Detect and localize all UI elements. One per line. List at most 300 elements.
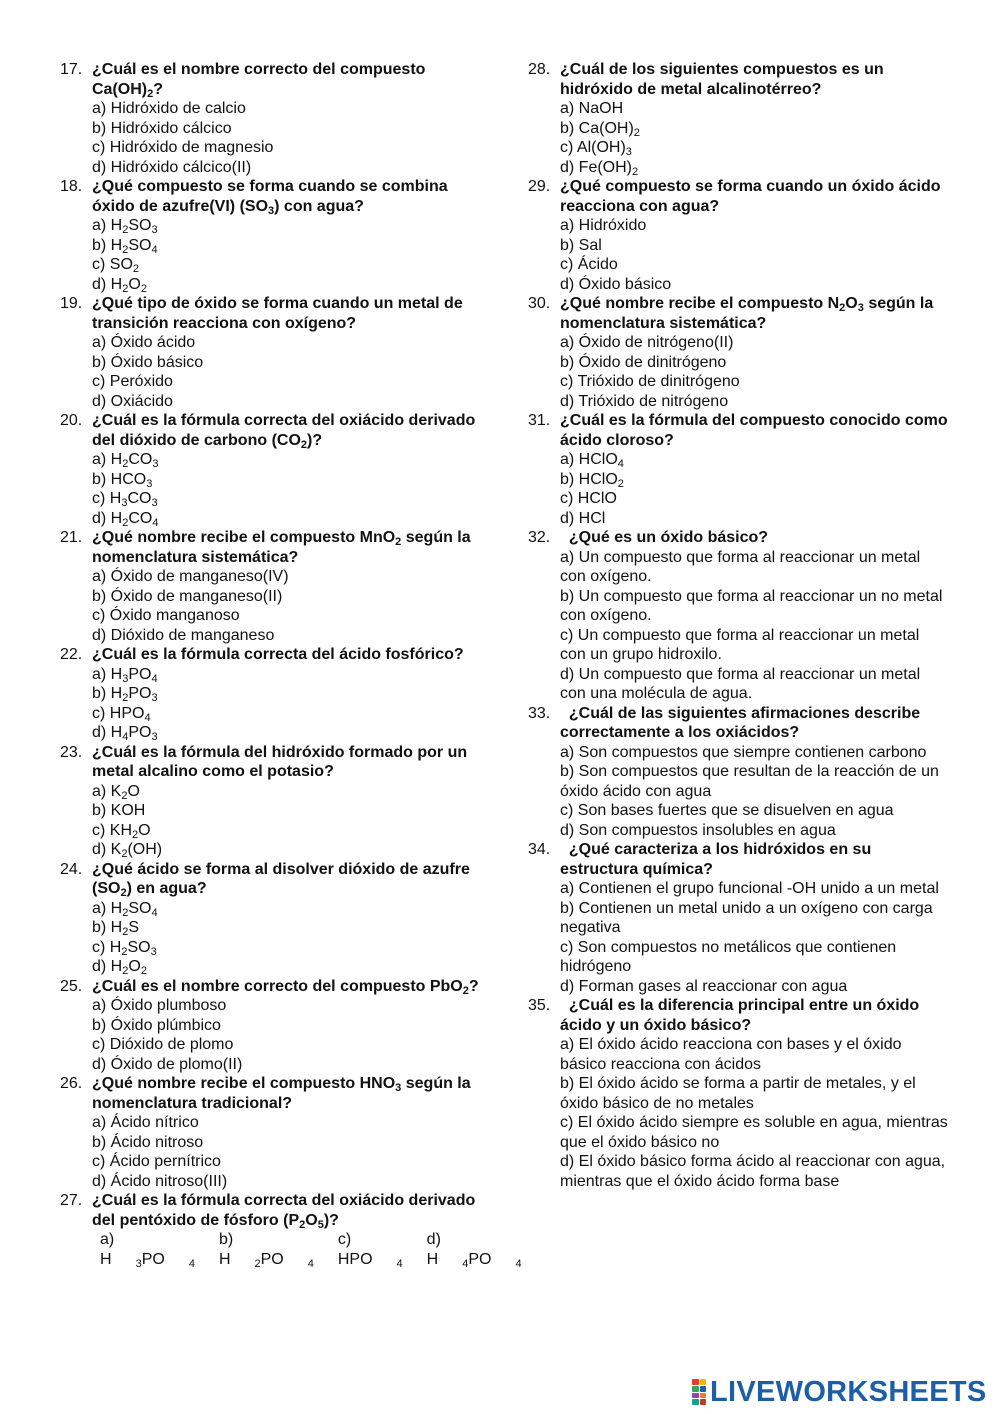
question-number: 28.	[528, 61, 551, 78]
subscript: 2	[120, 887, 127, 899]
text-run: d) Fe(OH)	[560, 158, 632, 176]
text-run: b) HCO	[92, 470, 147, 488]
subscript: 4	[122, 731, 129, 743]
answer-option[interactable]	[92, 684, 480, 704]
text-run: c) HClO	[560, 490, 617, 507]
answer-option[interactable]	[92, 216, 480, 236]
text-run: PO	[468, 1250, 492, 1268]
text-run: d) H	[92, 275, 123, 293]
subscript: 2	[140, 965, 147, 977]
subscript: 2	[122, 243, 129, 256]
answer-option[interactable]	[560, 509, 948, 529]
text-run: c) Un compuesto que forma al reaccionar un metal con un grupo hidroxilo.	[560, 626, 920, 663]
answer-option[interactable]	[560, 372, 948, 392]
text-run: según la nomenclatura tradicional?	[92, 1075, 476, 1112]
text-run: b) Un compuesto que forma al reaccionar un no metal con oxígeno.	[560, 587, 943, 624]
answer-option[interactable]	[560, 275, 948, 295]
text-run: b) Sal	[560, 236, 602, 254]
text-run: ¿Qué caracteriza a los hidróxidos en su estructura química?	[560, 841, 876, 878]
text-run: ¿Cuál de las siguientes afirmaciones describe correctamente a los oxiácidos?	[560, 704, 925, 741]
question-item	[60, 977, 480, 1075]
subscript: 4	[396, 1257, 403, 1270]
text-run: a) H	[92, 217, 123, 234]
text-run: c) H	[92, 938, 122, 956]
subscript: 2	[132, 828, 139, 841]
text-run: c) Son bases fuertes que se disuelven en agua	[560, 802, 894, 819]
subscript: 3	[151, 224, 158, 236]
subscript: 5	[317, 1218, 324, 1231]
logo-square	[700, 1393, 707, 1399]
question-number: 33.	[528, 704, 551, 722]
text-run: a) Óxido de manganeso(IV)	[92, 568, 289, 585]
answer-option[interactable]	[92, 1133, 480, 1153]
question-text	[92, 528, 480, 567]
subscript: 3	[122, 672, 129, 685]
text-run: ¿Cuál es la fórmula correcta del oxiácido derivado del dióxido de carbono (CO	[92, 412, 480, 449]
subscript: 2	[121, 848, 128, 860]
question-number: 22.	[60, 646, 83, 663]
text-run: c) El óxido ácido siempre es soluble en agua, mientras que el óxido básico no	[560, 1114, 948, 1151]
question-text	[560, 411, 953, 450]
answer-option[interactable]	[92, 587, 480, 607]
text-run: ¿Cuál de los siguientes compuestos es un hidróxido de metal alcalinotérreo?	[560, 61, 889, 98]
subscript: 3	[268, 204, 275, 217]
answer-option[interactable]	[92, 392, 480, 412]
question-number: 21.	[60, 529, 83, 546]
text-run: d) Oxiácido	[92, 392, 173, 410]
subscript: 4	[188, 1257, 195, 1270]
text-run: b) El óxido ácido se forma a partir de metales, y el óxido básico de no metales	[560, 1075, 916, 1112]
answer-option[interactable]	[92, 665, 480, 685]
answer-option[interactable]	[560, 977, 948, 997]
answer-option[interactable]	[92, 353, 480, 373]
subscript: 2	[132, 263, 140, 275]
text-run: )?	[323, 1211, 339, 1229]
text-run: a) H	[92, 899, 123, 917]
question-number: 30.	[528, 295, 551, 312]
question-text	[92, 60, 480, 99]
subscript: 4	[515, 1257, 522, 1270]
text-run: ¿Qué nombre recibe el compuesto N	[560, 295, 840, 312]
text-run: ¿Qué ácido se forma al disolver dióxido de azufre (SO	[92, 860, 475, 897]
subscript: 2	[617, 477, 624, 490]
logo-square	[700, 1379, 707, 1385]
text-run: d) Son compuestos insolubles en agua	[560, 821, 836, 839]
subscript: 4	[151, 906, 158, 919]
question-number: 32.	[528, 529, 551, 546]
text-run: b) H	[92, 685, 123, 702]
answer-option[interactable]	[560, 392, 948, 412]
text-run: O	[305, 1211, 318, 1229]
question-number: 31.	[528, 412, 551, 429]
text-run: b) Contienen un metal unido a un oxígeno con carga negativa	[560, 899, 933, 936]
question-item	[60, 860, 480, 977]
question-text	[560, 528, 948, 548]
text-run: ) con agua?	[274, 197, 364, 215]
text-run: PO	[128, 685, 152, 702]
text-run: ¿Qué nombre recibe el compuesto MnO	[92, 529, 396, 546]
question-number: 35.	[528, 997, 551, 1014]
question-item	[60, 294, 480, 411]
answer-option[interactable]	[560, 99, 948, 119]
answer-option[interactable]	[560, 158, 948, 178]
text-run: SO	[128, 236, 152, 254]
answer-option[interactable]	[100, 1230, 195, 1269]
question-number: 24.	[60, 860, 83, 878]
text-run: a) Son compuestos que siempre contienen carbono	[560, 743, 927, 761]
answer-option[interactable]	[92, 723, 480, 743]
answer-option[interactable]	[92, 489, 480, 509]
answer-option[interactable]	[560, 626, 948, 665]
subscript: 2	[395, 536, 402, 548]
answer-option[interactable]	[92, 158, 480, 178]
subscript: 2	[122, 926, 129, 938]
answer-option[interactable]	[560, 255, 948, 275]
question-item	[528, 528, 948, 704]
answer-option[interactable]	[92, 372, 480, 392]
question-item	[60, 60, 480, 177]
answer-option[interactable]	[219, 1230, 314, 1269]
answer-option[interactable]	[427, 1230, 522, 1269]
text-run: b) KOH	[92, 802, 146, 819]
text-run: a) Hidróxido de calcio	[92, 100, 246, 117]
text-run: a) Óxido de nitrógeno(II)	[560, 334, 734, 351]
text-run: )?	[307, 431, 323, 449]
answer-option[interactable]	[560, 879, 948, 899]
answer-option[interactable]	[560, 138, 948, 158]
text-run: a) El óxido ácido reacciona con bases y el óxido básico reacciona con ácidos	[560, 1036, 902, 1073]
text-run: b) Hidróxido cálcico	[92, 119, 232, 137]
answer-option[interactable]	[92, 275, 480, 295]
text-run: c) HPO	[337, 1231, 373, 1268]
text-run: c) Ácido	[560, 256, 618, 273]
question-number: 29.	[528, 178, 551, 195]
question-number: 18.	[60, 178, 83, 195]
question-item	[528, 840, 948, 996]
text-run: ¿Qué compuesto se forma cuando un óxido ácido reacciona con agua?	[560, 178, 945, 215]
text-run: d) K	[92, 841, 122, 858]
question-number: 20.	[60, 412, 83, 429]
answer-option[interactable]	[92, 821, 480, 841]
answer-option[interactable]	[92, 138, 480, 158]
answer-option[interactable]	[560, 899, 948, 938]
answer-option[interactable]	[560, 470, 948, 490]
text-run: d) Hidróxido cálcico(II)	[92, 158, 252, 176]
liveworksheets-logo	[692, 1376, 987, 1408]
answer-option[interactable]	[92, 333, 480, 353]
text-run: b) H	[92, 236, 123, 254]
text-run: b) H	[218, 1231, 234, 1268]
subscript: 2	[147, 87, 154, 100]
text-run: ¿Qué nombre recibe el compuesto HNO	[92, 1075, 396, 1092]
answer-option[interactable]	[560, 1113, 948, 1152]
question-item	[528, 294, 948, 411]
text-run: d) Dióxido de manganeso	[92, 626, 275, 644]
text-run: ¿Cuál es la fórmula correcta del ácido fosfórico?	[92, 646, 464, 663]
answer-option[interactable]	[560, 353, 948, 373]
logo-text: LIVEWORKSHEETS	[710, 1375, 987, 1408]
answer-option[interactable]	[92, 918, 480, 938]
text-run: d) H	[92, 958, 123, 975]
question-item	[60, 743, 480, 860]
text-run: a) K	[92, 782, 122, 800]
question-number: 23.	[60, 743, 83, 761]
subscript: 2	[122, 692, 129, 704]
answer-option[interactable]	[92, 782, 480, 802]
answer-option[interactable]	[560, 450, 948, 470]
answer-option[interactable]	[92, 1016, 480, 1036]
text-run: d) H	[426, 1231, 441, 1268]
text-run: ¿Cuál es la diferencia principal entre un óxido ácido y un óxido básico?	[560, 997, 924, 1034]
text-run: (OH)	[127, 841, 163, 858]
subscript: 3	[151, 692, 158, 704]
text-run: d) Óxido básico	[560, 275, 672, 293]
subscript: 2	[122, 906, 129, 919]
text-run: b) Óxido de dinitrógeno	[560, 353, 727, 371]
text-run: a) Contienen el grupo funcional -OH unido a un metal	[560, 880, 939, 897]
answer-option[interactable]	[560, 1035, 948, 1074]
text-run: SO	[128, 899, 152, 917]
text-run: ¿Cuál es el nombre correcto del compuesto PbO	[92, 977, 463, 995]
text-run: d) Un compuesto que forma al reaccionar un metal con una molécula de agua.	[560, 665, 921, 702]
text-run: S	[128, 919, 140, 936]
text-run: c) Al(OH)	[560, 139, 626, 156]
text-run: a) HClO	[560, 451, 618, 468]
answer-option[interactable]	[92, 470, 480, 490]
subscript: 4	[151, 243, 158, 256]
text-run: SO	[127, 938, 151, 956]
answer-option[interactable]	[92, 801, 480, 821]
answer-option[interactable]	[92, 1055, 480, 1075]
logo-icon	[692, 1379, 706, 1405]
text-run: c) KH	[92, 821, 132, 839]
subscript: 3	[152, 458, 159, 470]
answer-option[interactable]	[92, 626, 480, 646]
subscript: 3	[151, 731, 158, 743]
left-column	[60, 60, 522, 1270]
text-run: c) Dióxido de plomo	[92, 1036, 234, 1053]
subscript: 2	[122, 965, 129, 977]
text-run: b) Óxido básico	[92, 353, 204, 371]
answer-option[interactable]	[92, 840, 480, 860]
text-run: d) Forman gases al reaccionar con agua	[560, 977, 848, 995]
subscript: 3	[151, 497, 158, 509]
question-item	[60, 411, 480, 528]
subscript: 2	[839, 302, 846, 314]
answer-option[interactable]	[92, 957, 480, 977]
answer-option[interactable]	[560, 489, 948, 509]
question-item	[528, 996, 948, 1191]
question-text	[560, 840, 948, 879]
text-run: ) en agua?	[126, 880, 207, 897]
subscript: 2	[122, 458, 129, 470]
text-run: CO	[128, 509, 153, 527]
answer-option[interactable]	[92, 704, 480, 724]
text-run: d) Óxido de plomo(II)	[92, 1055, 243, 1073]
text-run: ?	[468, 977, 479, 995]
text-run: a) Ácido nítrico	[92, 1114, 199, 1131]
question-number: 34.	[528, 841, 551, 858]
answer-option[interactable]	[92, 119, 480, 139]
answer-option[interactable]	[92, 996, 480, 1016]
subscript: 4	[617, 458, 624, 470]
text-run: b) Óxido de manganeso(II)	[92, 587, 283, 605]
question-number: 26.	[60, 1075, 83, 1092]
subscript: 4	[462, 1257, 469, 1270]
question-text	[560, 704, 948, 743]
text-run: PO	[128, 665, 152, 683]
question-item	[528, 177, 948, 294]
text-run: a) H	[92, 451, 123, 468]
question-number: 25.	[60, 977, 83, 995]
question-text	[92, 1074, 480, 1113]
text-run: ¿Cuál es la fórmula correcta del oxiácido derivado del pentóxido de fósforo (P	[92, 1192, 480, 1229]
text-run: según la nomenclatura sistemática?	[560, 295, 938, 332]
answer-option[interactable]	[92, 255, 480, 275]
text-run: ¿Qué tipo de óxido se forma cuando un metal de transición reacciona con oxígeno?	[92, 295, 468, 332]
subscript: 2	[300, 438, 308, 451]
subscript: 4	[144, 711, 151, 724]
subscript: 2	[140, 282, 147, 295]
text-run: d) H	[92, 509, 123, 527]
subscript: 3	[150, 945, 157, 958]
text-run: b) HClO	[560, 470, 618, 488]
text-run: a) Óxido ácido	[92, 334, 196, 351]
subscript: 2	[121, 945, 128, 958]
question-text	[92, 860, 480, 899]
answer-option[interactable]	[92, 899, 480, 919]
answer-option[interactable]	[92, 1113, 480, 1133]
right-column	[528, 60, 953, 1191]
question-item	[528, 60, 948, 177]
answer-option[interactable]	[560, 762, 948, 801]
text-run: PO	[128, 724, 152, 741]
subscript: 2	[122, 516, 129, 529]
answer-option[interactable]	[560, 1074, 948, 1113]
text-run: c) Peróxido	[92, 373, 173, 390]
subscript: 2	[121, 789, 128, 802]
answer-option[interactable]	[560, 333, 948, 353]
text-run: O	[128, 958, 141, 975]
answer-option[interactable]	[560, 938, 948, 977]
answer-option[interactable]	[338, 1230, 403, 1269]
text-run: c) SO	[92, 256, 133, 273]
subscript: 3	[135, 1257, 142, 1270]
logo-square	[692, 1386, 699, 1392]
text-run: b) Óxido plúmbico	[92, 1016, 221, 1034]
answer-option[interactable]	[560, 1152, 948, 1191]
subscript: 3	[395, 1082, 402, 1094]
text-run: PO	[141, 1250, 165, 1268]
answer-option[interactable]	[560, 216, 948, 236]
logo-square	[700, 1399, 707, 1405]
logo-square	[692, 1379, 699, 1385]
answer-option[interactable]	[560, 587, 948, 626]
question-text	[560, 294, 948, 333]
text-run: a) Un compuesto que forma al reaccionar un metal con oxígeno.	[560, 548, 921, 585]
text-run: según la nomenclatura sistemática?	[92, 529, 476, 566]
logo-square	[700, 1386, 707, 1392]
subscript: 2	[254, 1257, 261, 1270]
subscript: 2	[122, 282, 129, 295]
answer-option[interactable]	[92, 938, 480, 958]
answer-option[interactable]	[92, 1172, 480, 1192]
text-run: O	[845, 295, 858, 312]
text-run: a) NaOH	[560, 100, 624, 117]
text-run: b) Son compuestos que resultan de la reacción de un óxido ácido con agua	[560, 763, 939, 800]
answer-option[interactable]	[560, 665, 948, 704]
answer-option[interactable]	[560, 548, 948, 587]
subscript: 2	[462, 984, 469, 997]
text-run: c) Ácido pernítrico	[92, 1153, 221, 1170]
text-run: d) H	[92, 724, 123, 741]
text-run: c) H	[92, 490, 122, 507]
text-run: c) Óxido manganoso	[92, 607, 240, 624]
answer-option[interactable]	[92, 1035, 480, 1055]
text-run: ¿Cuál es el nombre correcto del compuesto Ca(OH)	[92, 61, 430, 98]
subscript: 3	[857, 302, 864, 314]
text-run: c) HPO	[92, 704, 145, 722]
question-item	[60, 1074, 480, 1191]
subscript: 4	[152, 516, 159, 529]
answer-option[interactable]	[92, 509, 480, 529]
question-item	[528, 411, 953, 528]
text-run: O	[138, 821, 151, 839]
text-run: CO	[128, 451, 153, 468]
subscript: 3	[625, 146, 632, 158]
answer-option[interactable]	[92, 1152, 480, 1172]
text-run: ?	[153, 80, 164, 98]
answer-option[interactable]	[92, 236, 480, 256]
answer-option[interactable]	[560, 801, 948, 821]
text-run: O	[128, 275, 141, 293]
question-text	[560, 60, 948, 99]
text-run: c) Trióxido de dinitrógeno	[560, 373, 740, 390]
question-text	[560, 177, 948, 216]
question-text	[92, 977, 480, 997]
answer-option[interactable]	[560, 119, 948, 139]
answer-option[interactable]	[92, 99, 480, 119]
subscript: 4	[151, 672, 158, 685]
question-text	[92, 743, 480, 782]
question-item	[60, 1191, 522, 1270]
text-run: O	[127, 782, 140, 800]
answer-option[interactable]	[92, 567, 480, 587]
answer-option[interactable]	[92, 450, 480, 470]
text-run: ¿Cuál es la fórmula del hidróxido formado por un metal alcalino como el potasio?	[92, 743, 472, 780]
text-run: ¿Cuál es la fórmula del compuesto conocido como ácido cloroso?	[560, 412, 953, 449]
text-run: a) Óxido plumboso	[92, 997, 227, 1014]
text-run: d) El óxido básico forma ácido al reaccionar con agua, mientras que el óxido ácido forma base	[560, 1153, 946, 1190]
answer-option[interactable]	[560, 821, 948, 841]
text-run: d) Ácido nitroso(III)	[92, 1172, 228, 1190]
subscript: 4	[307, 1257, 314, 1270]
subscript: 3	[121, 497, 128, 509]
question-number: 27.	[60, 1192, 83, 1209]
text-run: c) Hidróxido de magnesio	[92, 139, 274, 156]
question-text	[560, 996, 948, 1035]
question-text	[92, 294, 480, 333]
text-run: b) Ácido nitroso	[92, 1133, 204, 1151]
subscript: 2	[633, 126, 640, 139]
answer-option[interactable]	[560, 743, 948, 763]
question-item	[528, 704, 948, 841]
text-run: a) H	[100, 1231, 115, 1268]
answer-option[interactable]	[92, 606, 480, 626]
answer-option[interactable]	[560, 236, 948, 256]
subscript: 2	[299, 1218, 306, 1231]
logo-square	[692, 1399, 699, 1405]
